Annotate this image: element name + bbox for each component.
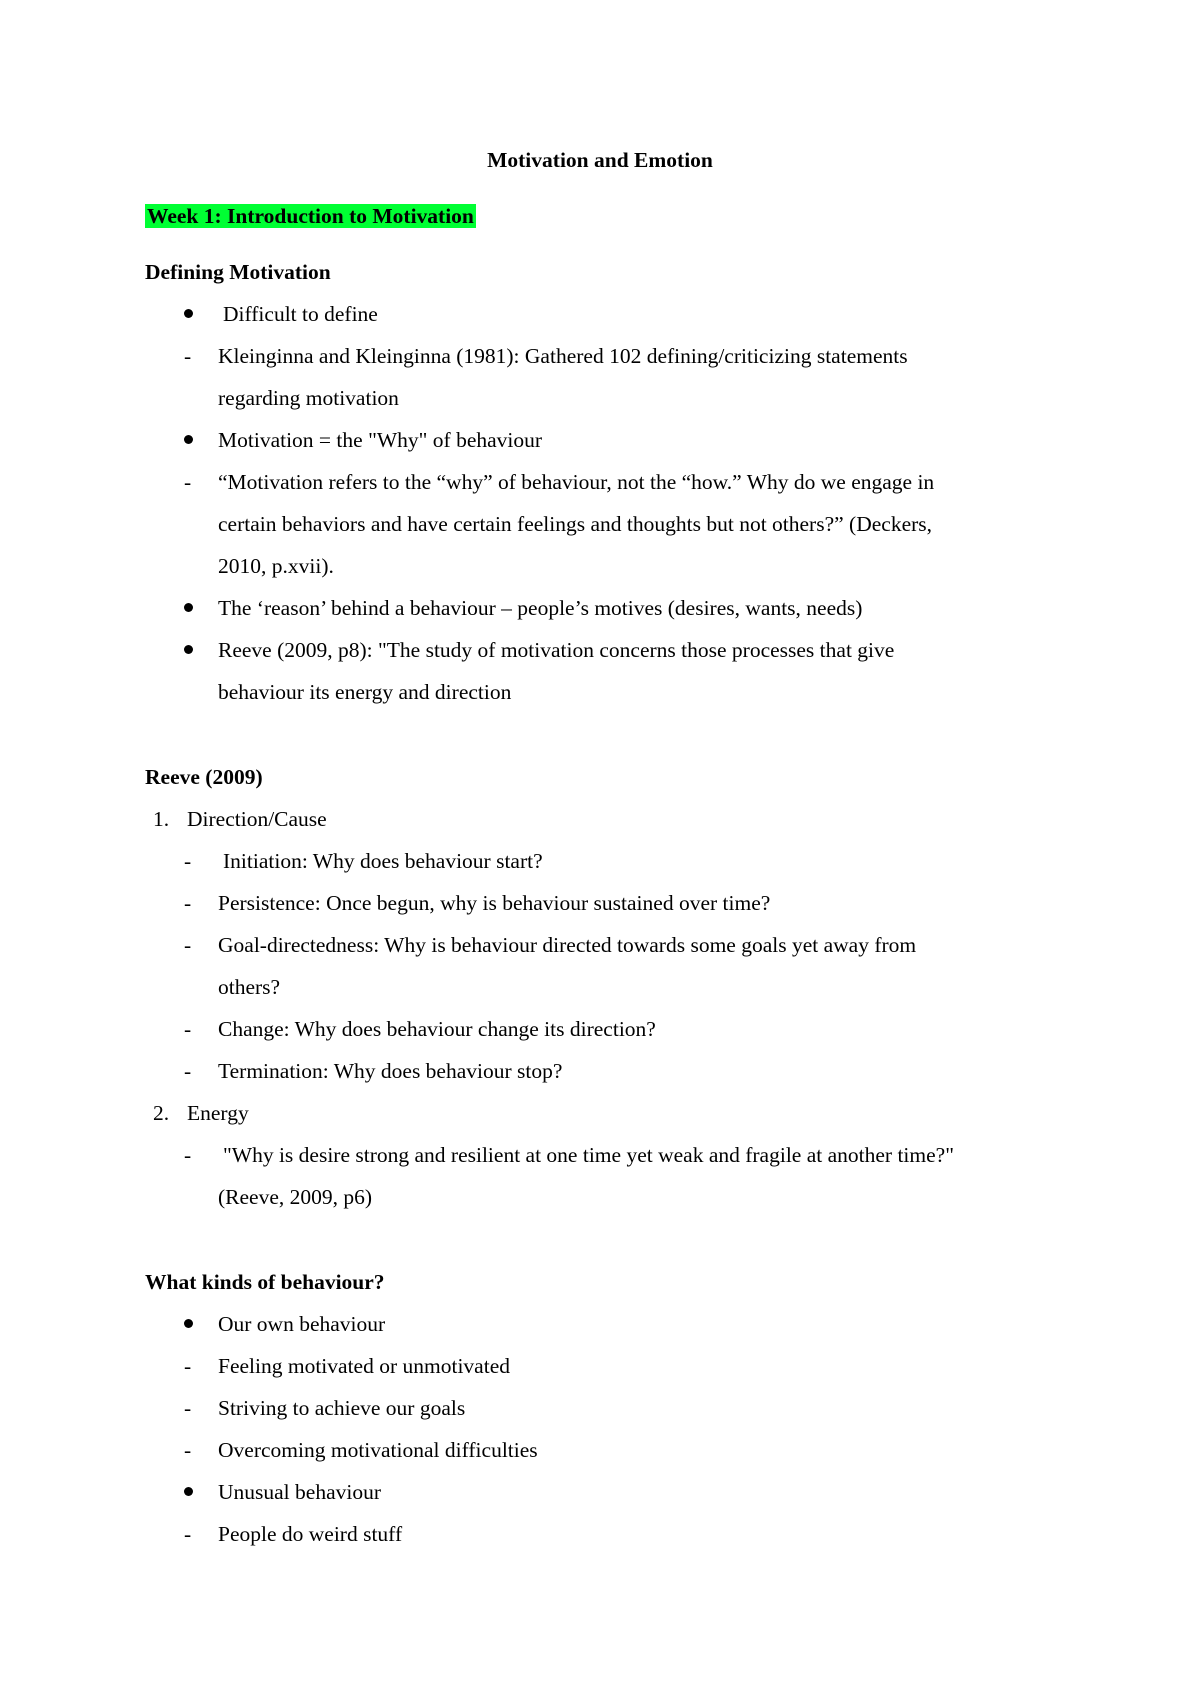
list-item: “Motivation refers to the “why” of behaviour, not the “how.” Why do we engage in (218, 470, 935, 494)
bullet-icon (184, 645, 193, 654)
section-heading-what-kinds: What kinds of behaviour? (145, 1270, 385, 1294)
dash-marker: - (184, 1354, 192, 1378)
highlighted-week-heading: Week 1: Introduction to Motivation (147, 204, 474, 228)
dash-marker: - (184, 891, 192, 915)
document-title: Motivation and Emotion (487, 148, 713, 172)
list-item: Change: Why does behaviour change its direction? (218, 1017, 656, 1041)
section-heading-defining-motivation: Defining Motivation (145, 260, 331, 284)
dash-marker: - (184, 344, 192, 368)
list-item-continuation: others? (218, 975, 281, 999)
list-item: Striving to achieve our goals (218, 1396, 466, 1420)
dash-marker: - (184, 933, 192, 957)
list-item: Kleinginna and Kleinginna (1981): Gathered 102 defining/criticizing statements (218, 344, 908, 368)
list-item: "Why is desire strong and resilient at one time yet weak and fragile at another time?" (223, 1143, 954, 1167)
list-item: Motivation = the "Why" of behaviour (218, 428, 543, 452)
dash-marker: - (184, 1143, 192, 1167)
dash-marker: - (184, 1017, 192, 1041)
numbered-item: Energy (187, 1101, 249, 1125)
bullet-icon (184, 1319, 193, 1328)
list-item-continuation: behaviour its energy and direction (218, 680, 512, 704)
dash-marker: - (184, 1522, 192, 1546)
bullet-icon (184, 435, 193, 444)
list-item: The ‘reason’ behind a behaviour – people’s motives (desires, wants, needs) (218, 596, 863, 620)
numbered-item: Direction/Cause (187, 807, 327, 831)
list-item: Feeling motivated or unmotivated (218, 1354, 510, 1378)
list-item-continuation: regarding motivation (218, 386, 399, 410)
list-item: Our own behaviour (218, 1312, 386, 1336)
dash-marker: - (184, 1396, 192, 1420)
list-number: 1. (153, 807, 170, 831)
dash-marker: - (184, 1438, 192, 1462)
list-item-continuation: certain behaviors and have certain feelings and thoughts but not others?” (Deckers, (218, 512, 933, 536)
bullet-icon (184, 603, 193, 612)
list-item: Persistence: Once begun, why is behaviour sustained over time? (218, 891, 771, 915)
list-item: Termination: Why does behaviour stop? (218, 1059, 563, 1083)
list-item: Difficult to define (223, 302, 378, 326)
dash-marker: - (184, 1059, 192, 1083)
list-item: Initiation: Why does behaviour start? (223, 849, 543, 873)
list-item: Reeve (2009, p8): "The study of motivation concerns those processes that give (218, 638, 895, 662)
section-heading-reeve-2009: Reeve (2009) (145, 765, 263, 789)
list-item-continuation: 2010, p.xvii). (218, 554, 334, 578)
bullet-icon (184, 309, 193, 318)
list-item: People do weird stuff (218, 1522, 403, 1546)
dash-marker: - (184, 470, 192, 494)
week-heading (145, 202, 476, 230)
list-item: Overcoming motivational difficulties (218, 1438, 538, 1462)
dash-marker: - (184, 849, 192, 873)
bullet-icon (184, 1487, 193, 1496)
list-item-continuation: (Reeve, 2009, p6) (218, 1185, 373, 1209)
list-item: Goal-directedness: Why is behaviour directed towards some goals yet away from (218, 933, 917, 957)
list-item: Unusual behaviour (218, 1480, 382, 1504)
list-number: 2. (153, 1101, 170, 1125)
